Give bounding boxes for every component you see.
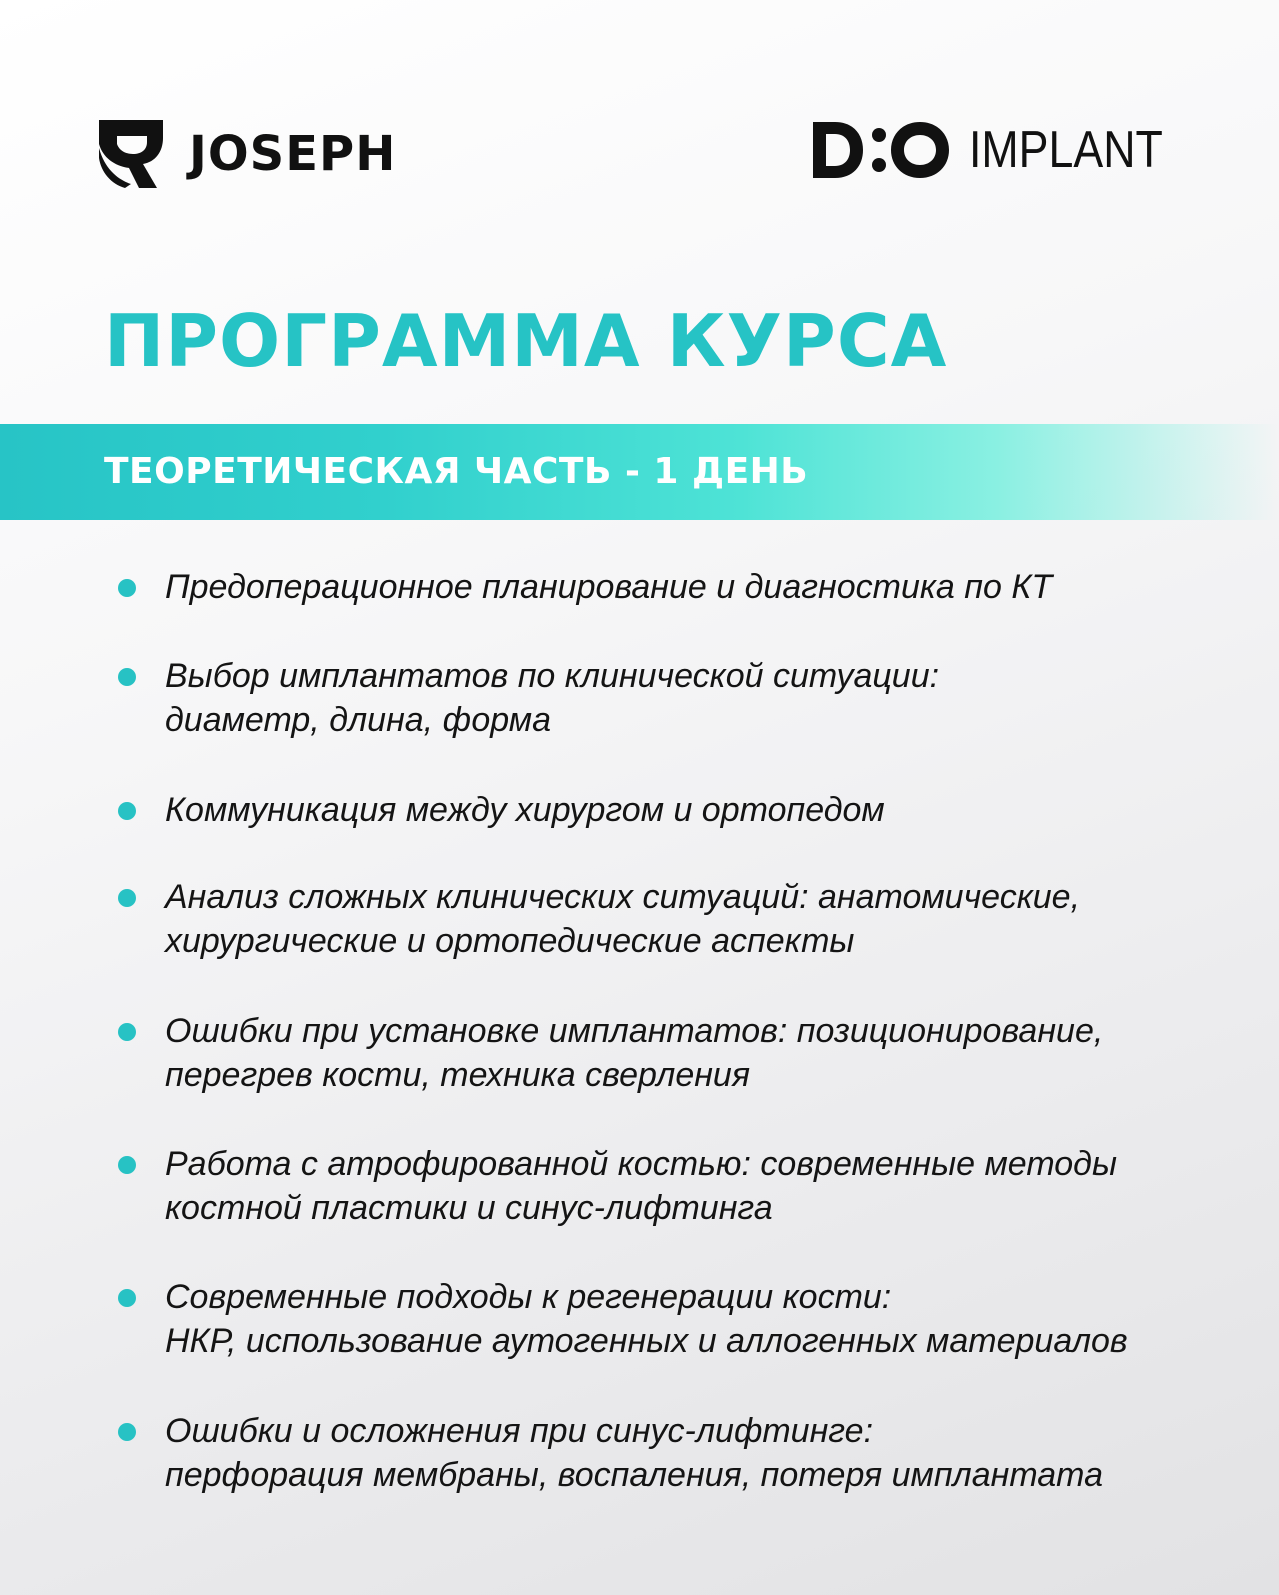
joseph-wordmark: JOSEPH [189,126,397,182]
section-banner [0,424,1279,520]
list-item-line: НКР, использование аутогенных и аллогенных материалов [165,1322,1128,1360]
bullet-icon [118,802,136,820]
bullet-icon [118,1023,136,1041]
list-item-text [165,1009,1245,1097]
joseph-logo [95,118,396,190]
section-banner-text: ТЕОРЕТИЧЕСКАЯ ЧАСТЬ - 1 ДЕНЬ [104,451,809,492]
implant-wordmark: IMPLANT [969,121,1163,179]
list-item-line: Современные подходы к регенерации кости: [165,1278,892,1316]
list-item-line: перфорация мембраны, воспаления, потеря имплантата [165,1456,1104,1494]
bullet-icon [118,579,136,597]
list-item-line: костной пластики и синус-лифтинга [165,1189,773,1227]
list-item-text [165,788,1245,832]
list-item-line: перегрев кости, техника сверления [165,1056,751,1094]
list-item-text [165,1409,1245,1497]
bullet-icon [118,1289,136,1307]
list-item-text [165,1142,1245,1230]
list-item-line: Анализ сложных клинических ситуаций: анатомические, [165,878,1081,916]
bullet-icon [118,1423,136,1441]
bullet-icon [118,889,136,907]
list-item-line: диаметр, длина, форма [165,701,552,739]
list-item-text [165,565,1245,609]
bullet-icon [118,668,136,686]
joseph-emblem-icon [95,118,167,190]
list-item-line: Предоперационное планирование и диагностика по КТ [165,568,1053,606]
list-item-line: Выбор имплантатов по клинической ситуации: [165,657,940,695]
list-item-line: хирургические и ортопедические аспекты [165,922,855,960]
dio-mark-icon [813,120,951,180]
list-item-text [165,654,1245,742]
page-title: ПРОГРАММА КУРСА [104,299,948,383]
list-item-line: Коммуникация между хирургом и ортопедом [165,791,885,829]
bullet-icon [118,1156,136,1174]
list-item-line: Ошибки и осложнения при синус-лифтинге: [165,1412,874,1450]
list-item-text [165,875,1245,963]
dio-implant-logo [813,118,1194,182]
list-item-text [165,1275,1245,1363]
list-item-line: Работа с атрофированной костью: современные методы [165,1145,1117,1183]
list-item-line: Ошибки при установке имплантатов: позиционирование, [165,1012,1104,1050]
